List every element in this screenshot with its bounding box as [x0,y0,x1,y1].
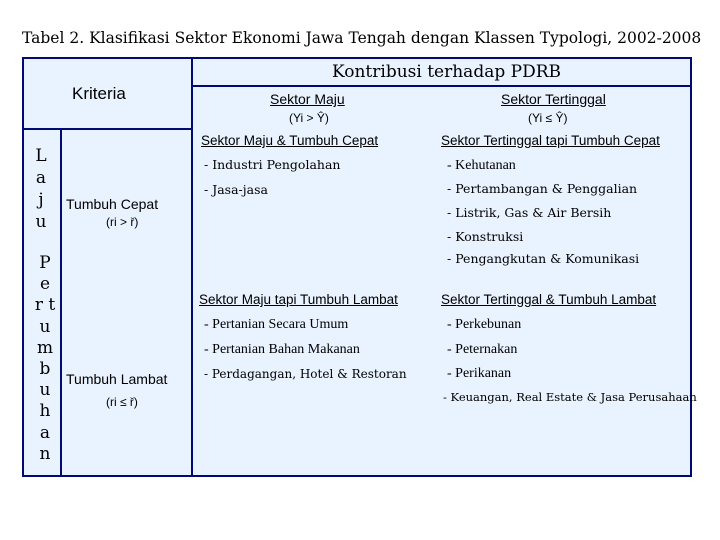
list-item: - Industri Pengolahan [204,157,341,172]
list-item: - Pertambangan & Penggalian [447,181,638,196]
list-item: - Pengangkutan & Komunikasi [447,251,640,266]
row-condition-tumbuh-lambat: (ri ≤ ř) [106,395,138,409]
quadrant-heading-tertinggal-lambat: Sektor Tertinggal & Tumbuh Lambat [441,292,657,307]
list-item: - Perikanan [447,366,512,381]
list-item: - Pertanian Bahan Makanan [204,342,360,357]
kriteria-header: Kriteria [72,84,126,103]
quadrant-heading-maju-lambat: Sektor Maju tapi Tumbuh Lambat [199,292,398,307]
kontribusi-header: Kontribusi terhadap PDRB [332,62,561,82]
kriteria-divider [22,128,192,130]
list-item: - Keuangan, Real Estate & Jasa Perusahaan [443,390,697,404]
row-label-tumbuh-lambat: Tumbuh Lambat [66,371,168,387]
sektor-maju-header: Sektor Maju [270,91,345,107]
vertical-divider-left [191,57,193,477]
side-label-pertumbuhan: P e r t u m b u h a n [34,253,56,464]
side-label-laju: L a j u [35,146,47,232]
classification-table [22,57,692,477]
quadrant-heading-maju-cepat: Sektor Maju & Tumbuh Cepat [201,133,379,148]
sektor-tertinggal-condition: (Yi ≤ Ŷ) [528,111,568,125]
list-item: - Perdagangan, Hotel & Restoran [204,367,407,381]
header-divider [191,85,692,87]
sektor-tertinggal-header: Sektor Tertinggal [501,91,606,107]
list-item: - Pertanian Secara Umum [204,317,349,332]
list-item: - Kehutanan [447,158,516,173]
quadrant-heading-tertinggal-cepat: Sektor Tertinggal tapi Tumbuh Cepat [441,133,660,148]
list-item: - Peternakan [447,342,518,357]
list-item: - Listrik, Gas & Air Bersih [447,205,612,220]
row-condition-tumbuh-cepat: (ri > ř) [106,215,139,229]
list-item: - Perkebunan [447,317,522,332]
sektor-maju-condition: (Yi > Ŷ) [289,111,329,125]
table-title: Tabel 2. Klasifikasi Sektor Ekonomi Jawa Tengah dengan Klassen Typologi, 2002-2008 [22,29,702,47]
row-label-tumbuh-cepat: Tumbuh Cepat [66,196,159,212]
list-item: - Konstruksi [447,229,524,244]
list-item: - Jasa-jasa [204,182,268,197]
